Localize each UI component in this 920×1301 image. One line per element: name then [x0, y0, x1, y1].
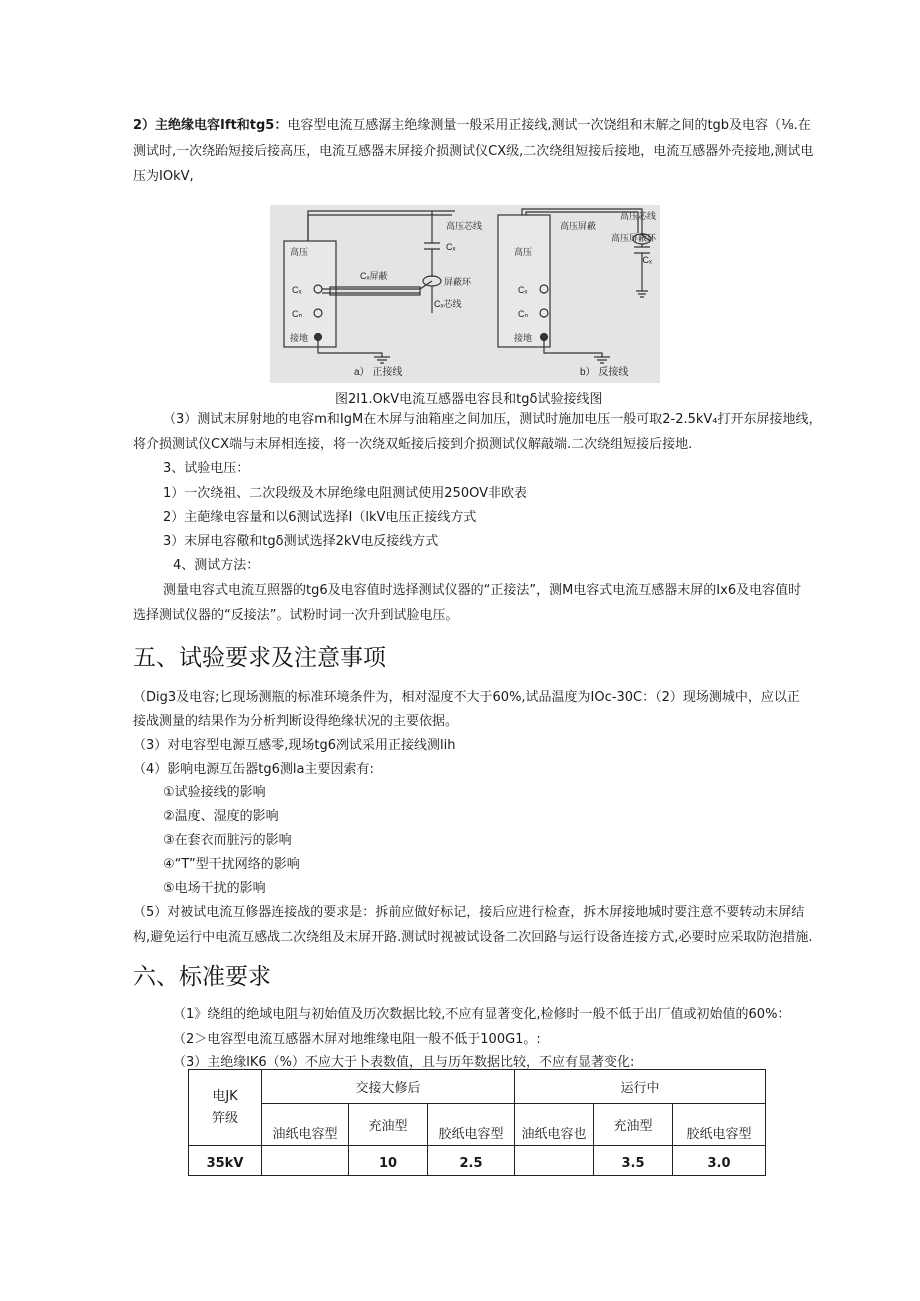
label-cn-b: Cₙ — [518, 309, 529, 319]
test-method-title: 4、测试方法： — [173, 558, 260, 573]
label-core-b: 高压芯线 — [619, 211, 656, 221]
test-voltage-item-3: 3）末屏电容儆和tgδ测试选择2kV电反接线方式 — [163, 534, 439, 549]
para-text: 电容型电流互感潺主绝缘测量一般采用正接线,测试一次饶组和末解之间的tgb及电容（⅛.在 — [287, 118, 811, 133]
corner-line-2: 笄级 — [211, 1110, 238, 1126]
section-5-line2: 接战测量的结果作为分析判断设得绝缘状况的主要依据。 — [133, 714, 459, 729]
factor-item-2: ②温度、湿度的影响 — [163, 809, 279, 824]
label-ground-b: 接地 — [514, 333, 533, 343]
sub-header-5: 充油型 — [594, 1104, 673, 1146]
label-hv-a: 高压 — [290, 247, 309, 257]
wiring-diagram-svg — [270, 205, 660, 383]
row-value-1 — [262, 1146, 349, 1176]
label-cap-b: Cₓ — [642, 255, 652, 265]
label-core2-a: Cₓ芯线 — [434, 299, 462, 309]
section-6-line3: （3）主绝缘lK6（%）不应大于卜表数值，且与历年数据比较，不应有显著变化: — [173, 1055, 635, 1070]
factor-item-1: ①试验接线的影响 — [163, 785, 266, 800]
factor-item-4: ④“T”型干扰网络的影响 — [163, 857, 300, 872]
section-5-line1: （Dig3及电容;匕现场测瓶的标准环境条件为，相对湿度不大于60%,试品温度为IOc-30C：（2）现场测城中，应以正 — [133, 690, 800, 705]
label-shield-a: Cₓ屏蔽 — [360, 271, 388, 281]
factor-item-5: ⑤电场干扰的影响 — [163, 881, 266, 896]
test-voltage-item-2: 2）主葩缘电容量和以6测试选择I（lkV电压正接线方式 — [163, 510, 477, 525]
para-label: 2）主绝缘电容Ift和tg5： — [133, 118, 288, 133]
tan-delta-limits-table — [188, 1069, 766, 1176]
label-shield-b: 高压屏蔽 — [560, 221, 597, 231]
para-main-insulation-line2: 测试时,一次绕跆短接后接高压，电流互感器末屏接介损测试仪CX级,二次绕组短接后接地，电流互感器外壳接地,测试电 — [133, 144, 814, 159]
para-3-line2: 将介损测试仪CX端与末屏相连接，将一次绕双蚯接后接到介损测试仪解敲端.二次绕组短接后接地. — [133, 437, 693, 452]
para-main-insulation-line1 — [133, 117, 811, 135]
section-6-line2: （2＞电容型电流互感器木屏对地维缘电阻一般不低于100G1。: — [173, 1032, 541, 1047]
row-value-4 — [515, 1146, 594, 1176]
label-cx-b: Cₓ — [518, 285, 528, 295]
sub-header-1: 油纸电容型 — [262, 1104, 349, 1146]
label-cap-a: Cₓ — [446, 242, 456, 252]
instrument-box-b — [498, 215, 550, 347]
section-5-heading: 五、试验要求及注意事项 — [133, 645, 386, 671]
label-sub-b: b） 反接线 — [580, 367, 629, 378]
label-ring-b: 高压屏蔽环 — [610, 233, 656, 243]
row-value-5: 3.5 — [594, 1146, 673, 1176]
sub-header-4: 油纸电容也 — [515, 1104, 594, 1146]
sub-header-2: 充油型 — [349, 1104, 428, 1146]
section-6-line1: （1》绕组的绝域电阻与初始值及历次数据比较,不应有显著变化,检修时一般不低于出厂值或初始值的60%： — [173, 1007, 791, 1022]
terminal-ground-b — [541, 334, 548, 341]
table-row — [189, 1146, 766, 1176]
table-corner-header — [189, 1070, 262, 1146]
row-value-3: 2.5 — [428, 1146, 515, 1176]
label-hv-b: 高压 — [514, 247, 533, 257]
table-group-header-handover: 交接大修后 — [262, 1070, 515, 1104]
label-cn-a: Cₙ — [292, 309, 303, 319]
test-method-line2: 选择测试仪器的“反接法”。试粉时词一次升到试脸电压。 — [133, 608, 459, 623]
test-method-line1: 测量电容式电流互照器的tg6及电容值时选择测试仪器的“正接法”，测M电容式电流互感器末屏的Ix6及电容值时 — [163, 583, 802, 598]
section-5-line3: （3）对电容型电源互感零,现场tg6冽试采用正接线测lih — [133, 738, 456, 753]
row-level: 35kV — [189, 1146, 262, 1176]
label-cx-a: Cₓ — [292, 285, 302, 295]
section-5-line6: 构,避免运行中电流互感战二次绕组及末屏开路.测试时视被试设备二次回路与运行设备连接方式,必要时应采取防泡措施. — [133, 930, 813, 945]
wiring-diagram-figure — [270, 205, 660, 383]
para-3-line1: （3）测试末屏射地的电容m和IgM在木屏与油箱座之间加压，测试时施加电压一般可取2-2.5kV₄打开东屏接地线， — [163, 412, 822, 427]
sub-header-6: 胶纸电容型 — [673, 1104, 766, 1146]
section-6-heading: 六、标准要求 — [133, 964, 271, 990]
test-voltage-title: 3、试验电压： — [163, 461, 250, 476]
section-5-line5: （5）对被试电流互修器连接战的要求是：拆前应做好标记，接后应进行检查，拆木屏接地城时要注意不要转动末屏结 — [133, 905, 805, 920]
sub-header-3: 胶纸电容型 — [428, 1104, 515, 1146]
label-ground-a: 接地 — [290, 333, 309, 343]
corner-line-1: 电JK — [212, 1088, 238, 1104]
label-ring-a: 屏蔽环 — [444, 277, 472, 287]
row-value-2: 10 — [349, 1146, 428, 1176]
test-voltage-item-1: 1）一次绕祖、二次段级及木屏绝缘电阻测试使用250OV非欧表 — [163, 486, 527, 501]
figure-caption: 图2I1.OkV电流互感器电容艮和tgδ试验接线图 — [335, 392, 603, 407]
para-main-insulation-line3: 压为IOkV, — [133, 169, 194, 184]
row-value-6: 3.0 — [673, 1146, 766, 1176]
factor-item-3: ③在套衣而脏污的影响 — [163, 833, 292, 848]
label-sub-a: a） 正接线 — [354, 367, 403, 378]
terminal-ground-a — [315, 334, 322, 341]
label-core-a: 高压芯线 — [446, 221, 483, 231]
section-5-line4: （4）影响电源互缶器tg6测la主要因索有: — [133, 762, 374, 777]
table-group-header-operation: 运行中 — [515, 1070, 766, 1104]
